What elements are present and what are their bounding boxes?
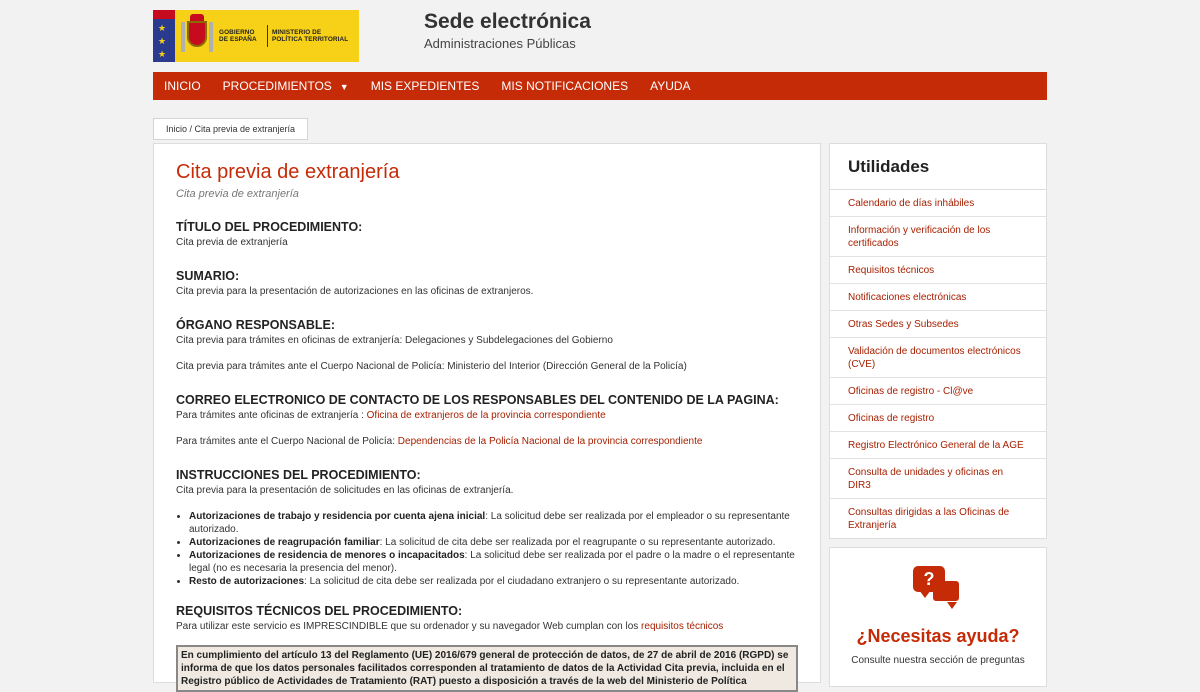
sumario-heading: SUMARIO: (176, 269, 240, 283)
list-item: • Resto de autorizaciones: La solicitud de cita debe ser realizada por el ciudadano extranjero o su representante autorizado. (189, 575, 798, 588)
list-item: • Autorizaciones de residencia de menores o incapacitados: La solicitud debe ser realizada por el padre o la madre o el representante legal (no es necesaria la presencia del menor). (189, 549, 798, 575)
main-nav (153, 72, 1047, 100)
nav-item-ayuda[interactable]: AYUDA (650, 79, 691, 93)
main-content (153, 143, 821, 687)
eu-strip: ★ ★ ★ (153, 10, 175, 62)
sidebar-item-otras-sedes[interactable]: Otras Sedes y Subsedes (830, 311, 1046, 338)
utilidades-box (829, 143, 1047, 539)
sidebar-item-consultas-extranjeria[interactable]: Consultas dirigidas a las Oficinas de Extranjería (848, 507, 1010, 531)
help-text: Consulte nuestra sección de preguntas (851, 655, 1025, 666)
data-protection-notice: En cumplimiento del artículo 13 del Reglamento (UE) 2016/679 general de protección de datos, de 27 de abril de 2016 (RGPD) se informa de que los datos personales facilitados corresponden al tratamiento de datos de la Actividad Cita previa, incluida en el Registro público de Actividades de Tratamiento (RAT) puesto a disposición a través de la web del Ministerio de Política (176, 645, 798, 692)
logo-ministerio-text: MINISTERIO DE POLÍTICA TERRITORIAL (272, 29, 349, 43)
sidebar-item-calendario[interactable]: Calendario de días inhábiles (830, 190, 1046, 217)
instrucciones-list (189, 510, 798, 588)
titulo-heading: TÍTULO DEL PROCEDIMIENTO: (176, 220, 363, 234)
correo-heading: CORREO ELECTRONICO DE CONTACTO DE LOS RESPONSABLES DEL CONTENIDO DE LA PAGINA: (176, 393, 779, 407)
breadcrumb[interactable]: Inicio / Cita previa de extranjería (153, 118, 308, 140)
sidebar-item-requisitos[interactable]: Requisitos técnicos (830, 257, 1046, 284)
page-subtitle: Cita previa de extranjería (176, 188, 299, 200)
sidebar-item-validacion[interactable]: Validación de documentos electrónicos (CVE) (830, 338, 1046, 378)
coat-of-arms-icon (181, 14, 213, 58)
list-item: • Autorizaciones de reagrupación familiar: La solicitud de cita debe ser realizada por el reagrupante o su representante autorizado. (189, 536, 798, 549)
sidebar-item-oficinas-registro[interactable]: Oficinas de registro (830, 405, 1046, 432)
organo-heading: ÓRGANO RESPONSABLE: (176, 318, 336, 332)
chat-help-icon: ? (913, 566, 963, 610)
sidebar (829, 143, 1047, 687)
caret-down-icon: ▼ (339, 82, 349, 92)
organo-text-2: Cita previa para trámites ante el Cuerpo Nacional de Policía: Ministerio del Interior (Dirección General de la Policía) (176, 361, 687, 372)
site-header (153, 10, 1047, 64)
nav-item-mis-expedientes[interactable]: MIS EXPEDIENTES (370, 79, 480, 93)
titulo-text: Cita previa de extranjería (176, 237, 288, 248)
policia-nacional-link[interactable]: Dependencias de la Policía Nacional de la provincia correspondiente (397, 436, 703, 447)
help-title[interactable]: ¿Necesitas ayuda? (856, 626, 1020, 646)
requisitos-heading: REQUISITOS TÉCNICOS DEL PROCEDIMIENTO: (176, 604, 463, 618)
requisitos-tecnicos-link[interactable]: requisitos técnicos (641, 621, 724, 632)
sumario-text: Cita previa para la presentación de autorizaciones en las oficinas de extranjeros. (176, 286, 534, 297)
nav-item-mis-notificaciones[interactable]: MIS NOTIFICACIONES (501, 79, 629, 93)
organo-text-1: Cita previa para trámites en oficinas de extranjería: Delegaciones y Subdelegaciones del Gobierno (176, 335, 613, 346)
sidebar-item-oficinas-clave[interactable]: Oficinas de registro - Cl@ve (830, 378, 1046, 405)
correo-line-1 (176, 409, 798, 422)
instrucciones-heading: INSTRUCCIONES DEL PROCEDIMIENTO: (176, 468, 421, 482)
site-subtitle: Administraciones Públicas (424, 36, 576, 51)
sidebar-item-dir3[interactable]: Consulta de unidades y oficinas en DIR3 (830, 459, 1046, 499)
correo-prefix: Para trámites ante el Cuerpo Nacional de Policía: (176, 436, 398, 447)
utilidades-title: Utilidades (830, 144, 1046, 190)
help-box[interactable] (829, 547, 1047, 687)
logo-gobierno-text: GOBIERNO DE ESPAÑA (219, 29, 257, 43)
correo-line-2 (176, 435, 798, 448)
sidebar-item-notificaciones[interactable]: Notificaciones electrónicas (830, 284, 1046, 311)
nav-item-inicio[interactable]: INICIO (164, 79, 201, 93)
nav-item-procedimientos[interactable] (212, 72, 360, 100)
sidebar-item-registro-age[interactable]: Registro Electrónico General de la AGE (830, 432, 1046, 459)
sidebar-item-certificados[interactable]: Información y verificación de los certificados (830, 217, 1046, 257)
requisitos-text: Para utilizar este servicio es IMPRESCINDIBLE que su ordenador y su navegador Web cumplan con los requisitos técnicos (176, 621, 724, 632)
correo-prefix: Para trámites ante oficinas de extranjería : (176, 410, 367, 421)
list-item: • Autorizaciones de trabajo y residencia por cuenta ajena inicial: La solicitud debe ser realizada por el empleador o su representante autorizado. (189, 510, 798, 536)
oficina-extranjeros-link[interactable]: Oficina de extranjeros de la provincia correspondiente (366, 410, 606, 421)
government-logo[interactable] (153, 10, 359, 62)
page-title: Cita previa de extranjería (176, 161, 400, 183)
site-title[interactable]: Sede electrónica (424, 10, 591, 33)
nav-item-label: PROCEDIMIENTOS (222, 79, 332, 93)
instrucciones-text: Cita previa para la presentación de solicitudes en las oficinas de extranjería. (176, 485, 514, 496)
